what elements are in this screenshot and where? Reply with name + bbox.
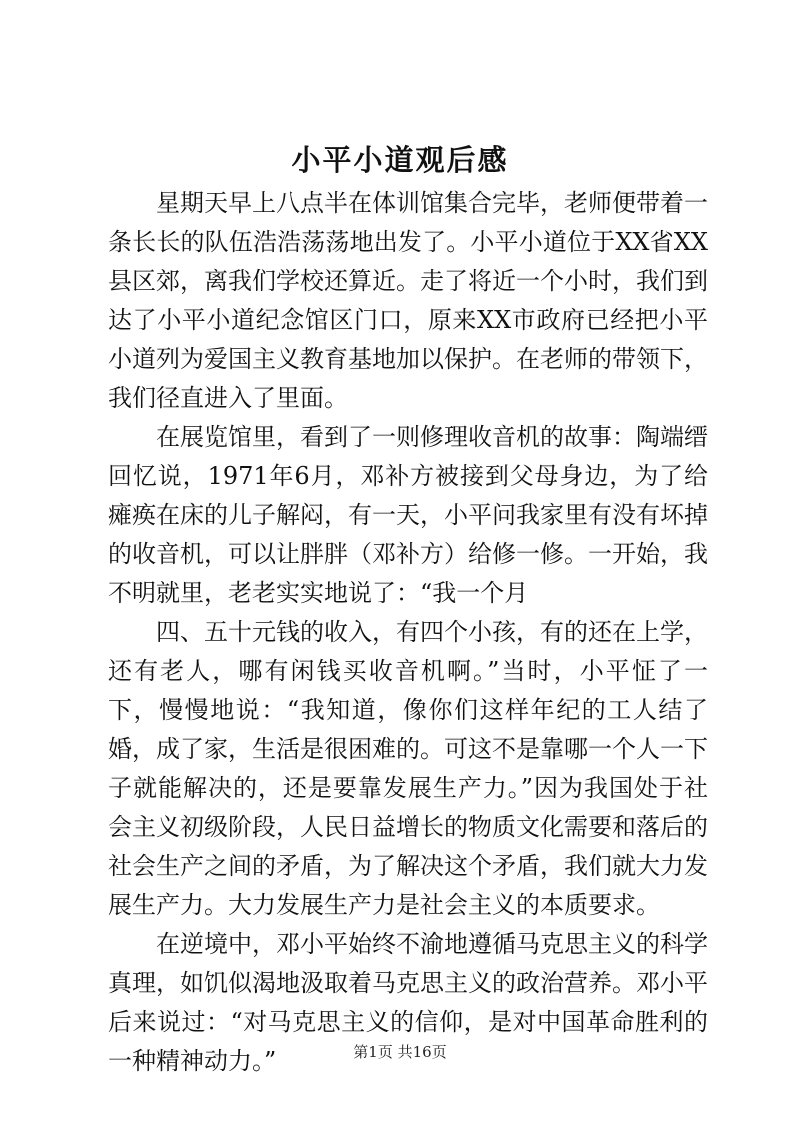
paragraph-2: 在展览馆里，看到了一则修理收音机的故事：陶端缙回忆说，1971年6月，邓补方被接到父母身边，为了给瘫痪在床的儿子解闷，有一天，小平问我家里有没有坏掉的收音机，可以让胖胖（邓补方）给修一修。一开始，我不明就里，老老实实地说了：“我一个月 — [108, 423, 708, 607]
paragraph-3: 四、五十元钱的收入，有四个小孩，有的还在上学，还有老人，哪有闲钱买收音机啊。”当时，小平怔了一下，慢慢地说：“我知道，像你们这样年纪的工人结了婚，成了家，生活是很困难的。可这不是靠哪一个人一下子就能解决的，还是要靠发展生产力。”因为我国处于社会主义初级阶段，人民日益增长的物质文化需要和落后的社会生产之间的矛盾，为了解决这个矛盾，我们就大力发展生产力。大力发展生产力是社会主义的本质要求。 — [108, 618, 708, 919]
paragraph-1: 星期天早上八点半在体训馆集合完毕，老师便带着一条长长的队伍浩浩荡荡地出发了。小平小道位于XX省XX县区郊，离我们学校还算近。走了将近一个小时，我们到达了小平小道纪念馆区门口，原来XX市政府已经把小平小道列为爱国主义教育基地加以保护。在老师的带领下，我们径直进入了里面。 — [108, 189, 708, 412]
document-title: 小平小道观后感 — [291, 143, 509, 177]
document-body — [108, 184, 708, 1081]
page-number-footer: 第1页 共16页 — [353, 1043, 447, 1061]
paragraph-4: 在逆境中，邓小平始终不渝地遵循马克思主义的科学真理，如饥似渴地汲取着马克思主义的政治营养。邓小平后来说过：“对马克思主义的信仰，是对中国革命胜利的一种精神动力。” — [108, 930, 708, 1075]
